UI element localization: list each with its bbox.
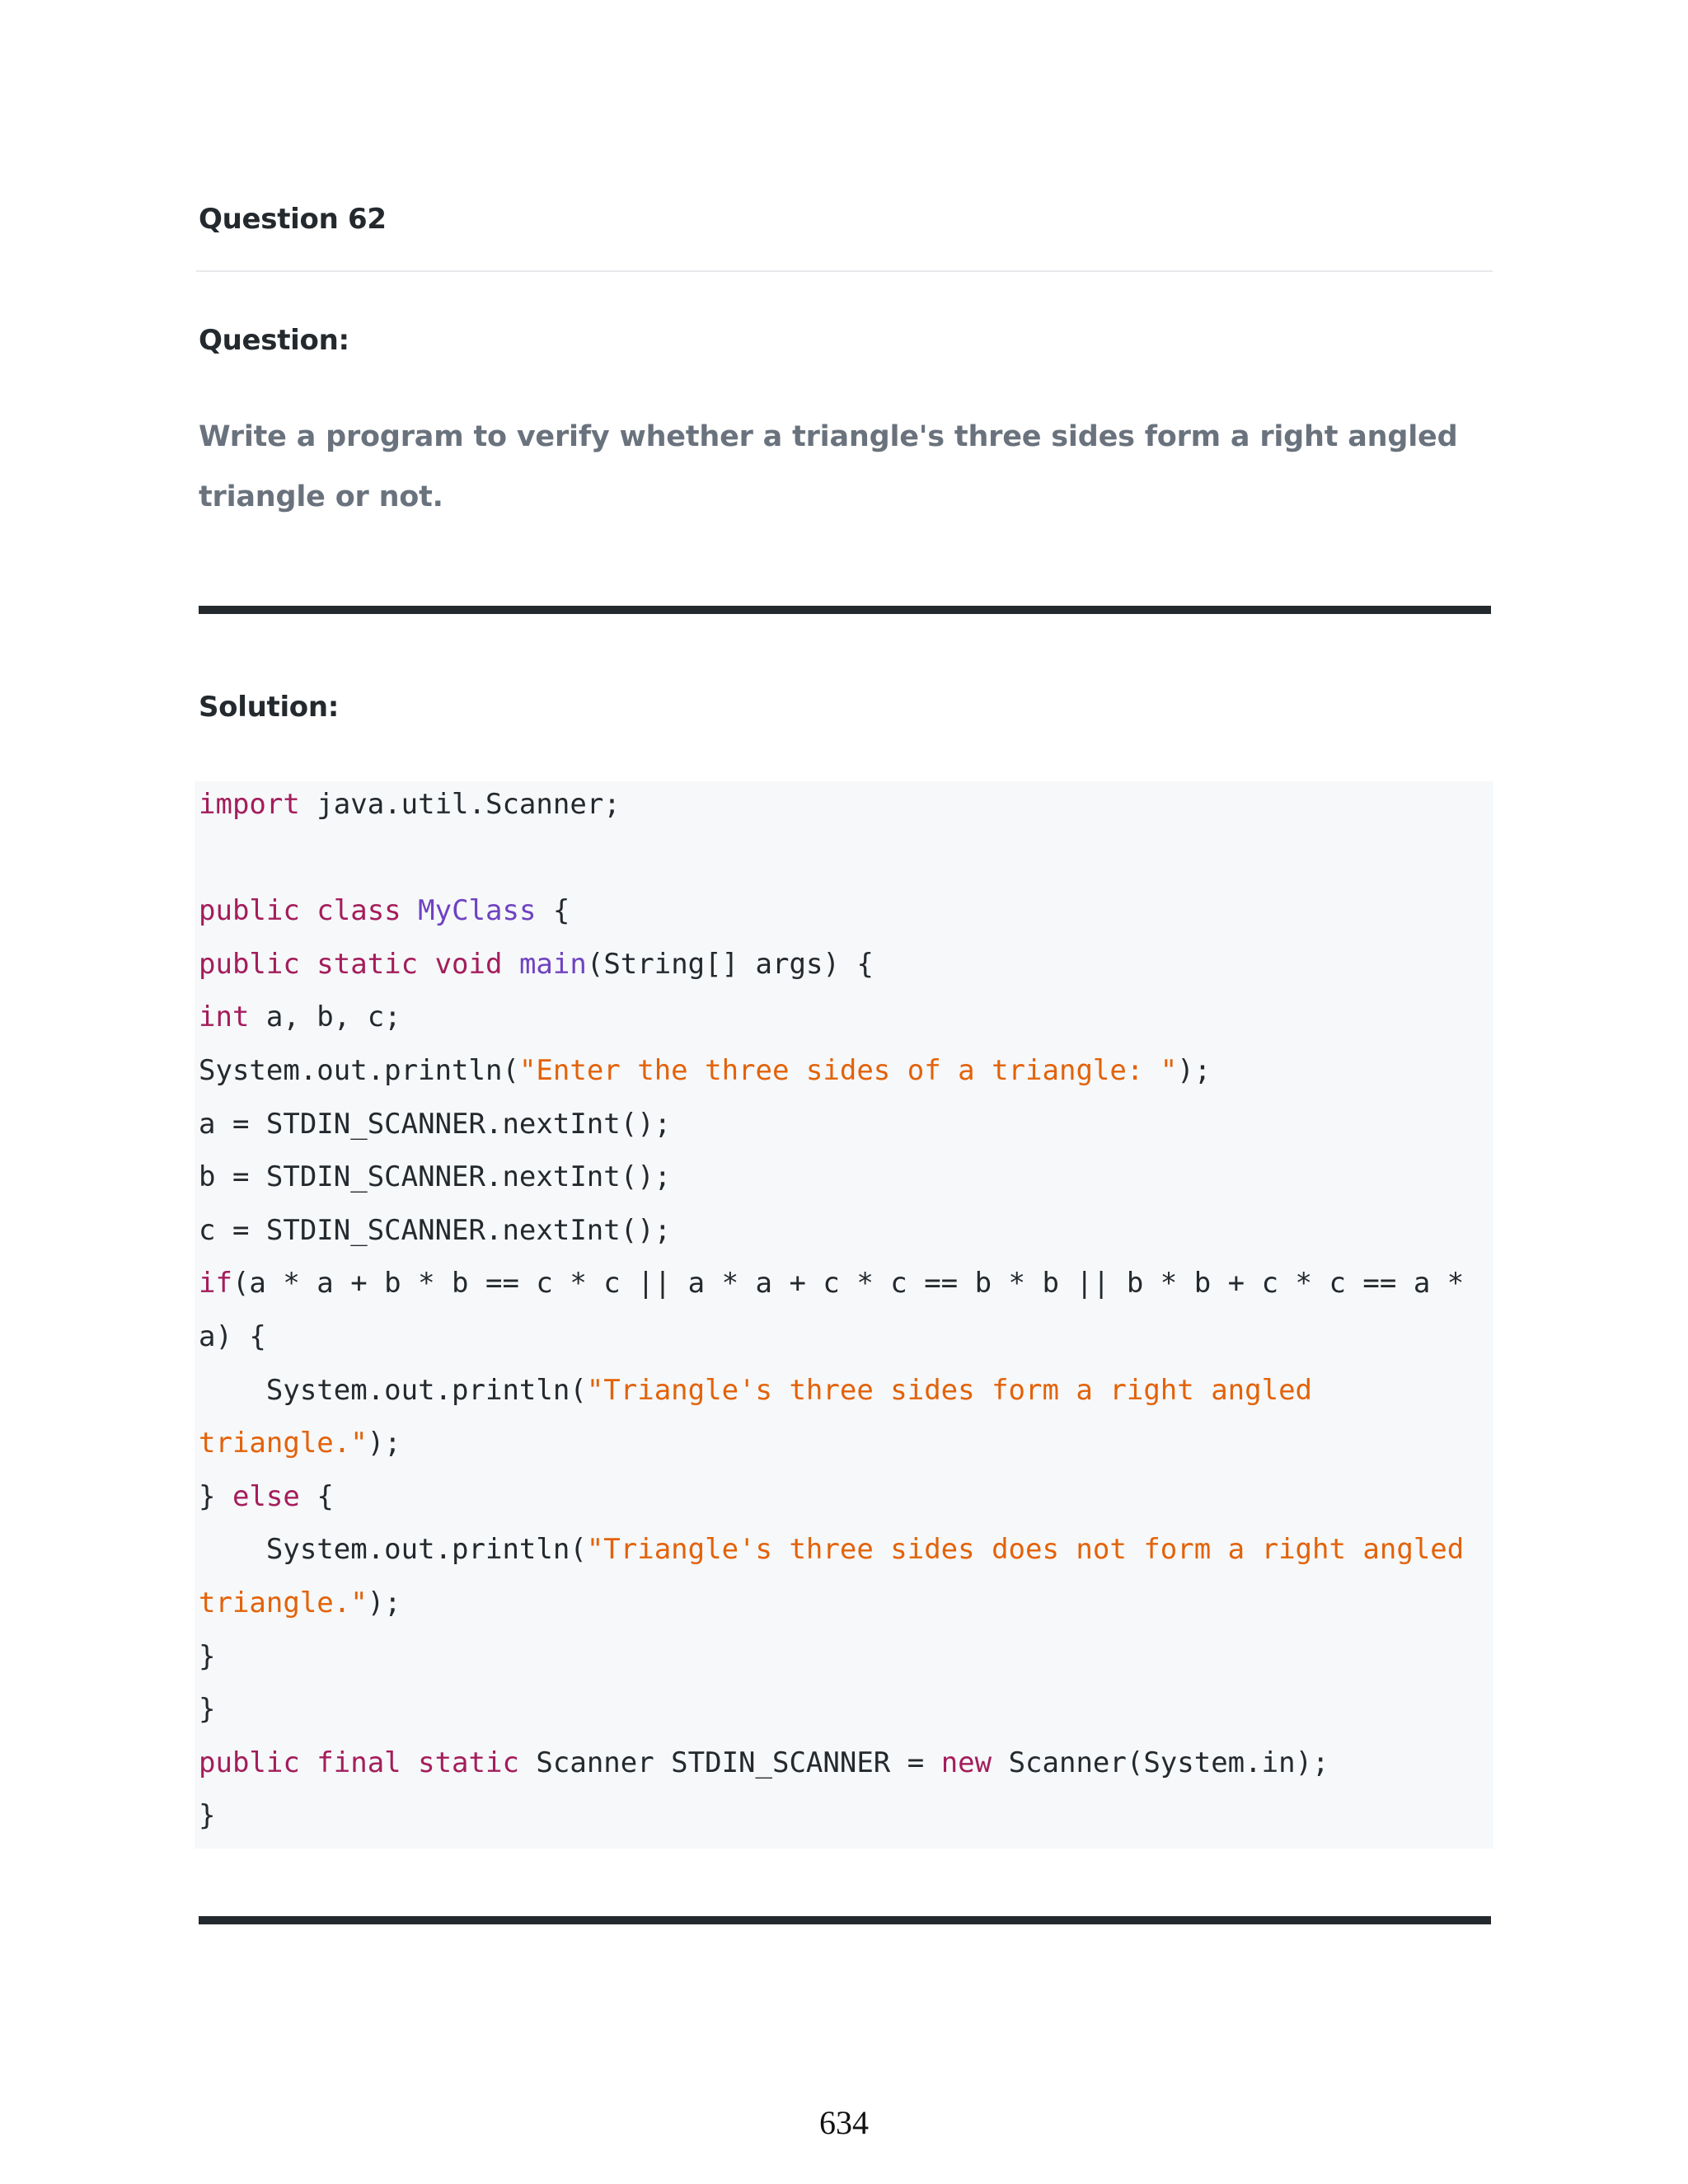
code-text: {: [536, 894, 570, 928]
code-text: System.out.println(: [199, 1373, 587, 1407]
question-label: Question:: [199, 324, 349, 357]
question-title: Question 62: [199, 203, 387, 236]
code-keyword: if: [199, 1267, 232, 1301]
code-line: [199, 1470, 1464, 1524]
code-text: System.out.println(: [199, 1533, 587, 1567]
code-line: [199, 778, 1464, 832]
code-text: (String[] args) {: [586, 947, 874, 981]
code-line: [199, 1577, 1464, 1630]
code-keyword: else: [232, 1479, 300, 1513]
code-line: [199, 1257, 1464, 1310]
code-line: [199, 1736, 1464, 1790]
code-keyword: new: [940, 1746, 992, 1779]
code-text: );: [367, 1427, 401, 1460]
code-line: }: [199, 1639, 216, 1673]
code-string: "Enter the three sides of a triangle: ": [518, 1053, 1178, 1087]
section-divider-top: [199, 606, 1491, 614]
code-string: triangle.": [199, 1427, 368, 1460]
code-line: a) {: [199, 1319, 266, 1353]
code-line-blank: [199, 832, 1464, 885]
code-text: );: [367, 1586, 401, 1619]
solution-label: Solution:: [199, 691, 340, 724]
code-line: [199, 938, 1464, 991]
code-string: "Triangle's three sides form a right angled: [586, 1373, 1313, 1407]
title-divider: [196, 270, 1493, 272]
code-text: System.out.println(: [199, 1053, 519, 1087]
code-line: }: [199, 1799, 216, 1833]
code-text: );: [1177, 1053, 1212, 1087]
code-text: Scanner STDIN_SCANNER =: [518, 1746, 941, 1779]
code-line: [199, 991, 1464, 1044]
code-text: (a * a + b * b == c * c || a * a + c * c == b * b || b * b + c * c == a *: [232, 1267, 1465, 1301]
code-line: [199, 1417, 1464, 1470]
code-function-name: main: [518, 947, 587, 981]
code-string: triangle.": [199, 1586, 368, 1619]
code-line: [199, 1044, 1464, 1098]
section-divider-bottom: [199, 1916, 1491, 1924]
code-text: a, b, c;: [249, 1001, 401, 1034]
code-line: }: [199, 1693, 216, 1727]
code-listing: [199, 778, 1464, 1843]
code-keyword: public final static: [199, 1746, 519, 1779]
code-string: "Triangle's three sides does not form a right angled: [586, 1533, 1465, 1567]
code-class-name: MyClass: [418, 894, 537, 928]
code-keyword: int: [199, 1001, 250, 1034]
code-line: b = STDIN_SCANNER.nextInt();: [199, 1160, 672, 1194]
code-line: [199, 1523, 1464, 1577]
code-line: c = STDIN_SCANNER.nextInt();: [199, 1213, 672, 1247]
code-text: }: [199, 1479, 232, 1513]
code-line: a = STDIN_SCANNER.nextInt();: [199, 1107, 672, 1141]
code-text: java.util.Scanner;: [299, 788, 621, 821]
code-line: [199, 1364, 1464, 1418]
code-keyword: public static void: [199, 947, 503, 981]
question-text: Write a program to verify whether a triangle's three sides form a right angled triangle or not.: [199, 420, 1458, 513]
code-line: [199, 884, 1464, 938]
code-keyword: public class: [199, 894, 401, 928]
page-number: 634: [819, 2104, 869, 2141]
code-text: Scanner(System.in);: [992, 1746, 1329, 1779]
code-keyword: import: [199, 788, 300, 821]
code-text: {: [299, 1479, 334, 1513]
